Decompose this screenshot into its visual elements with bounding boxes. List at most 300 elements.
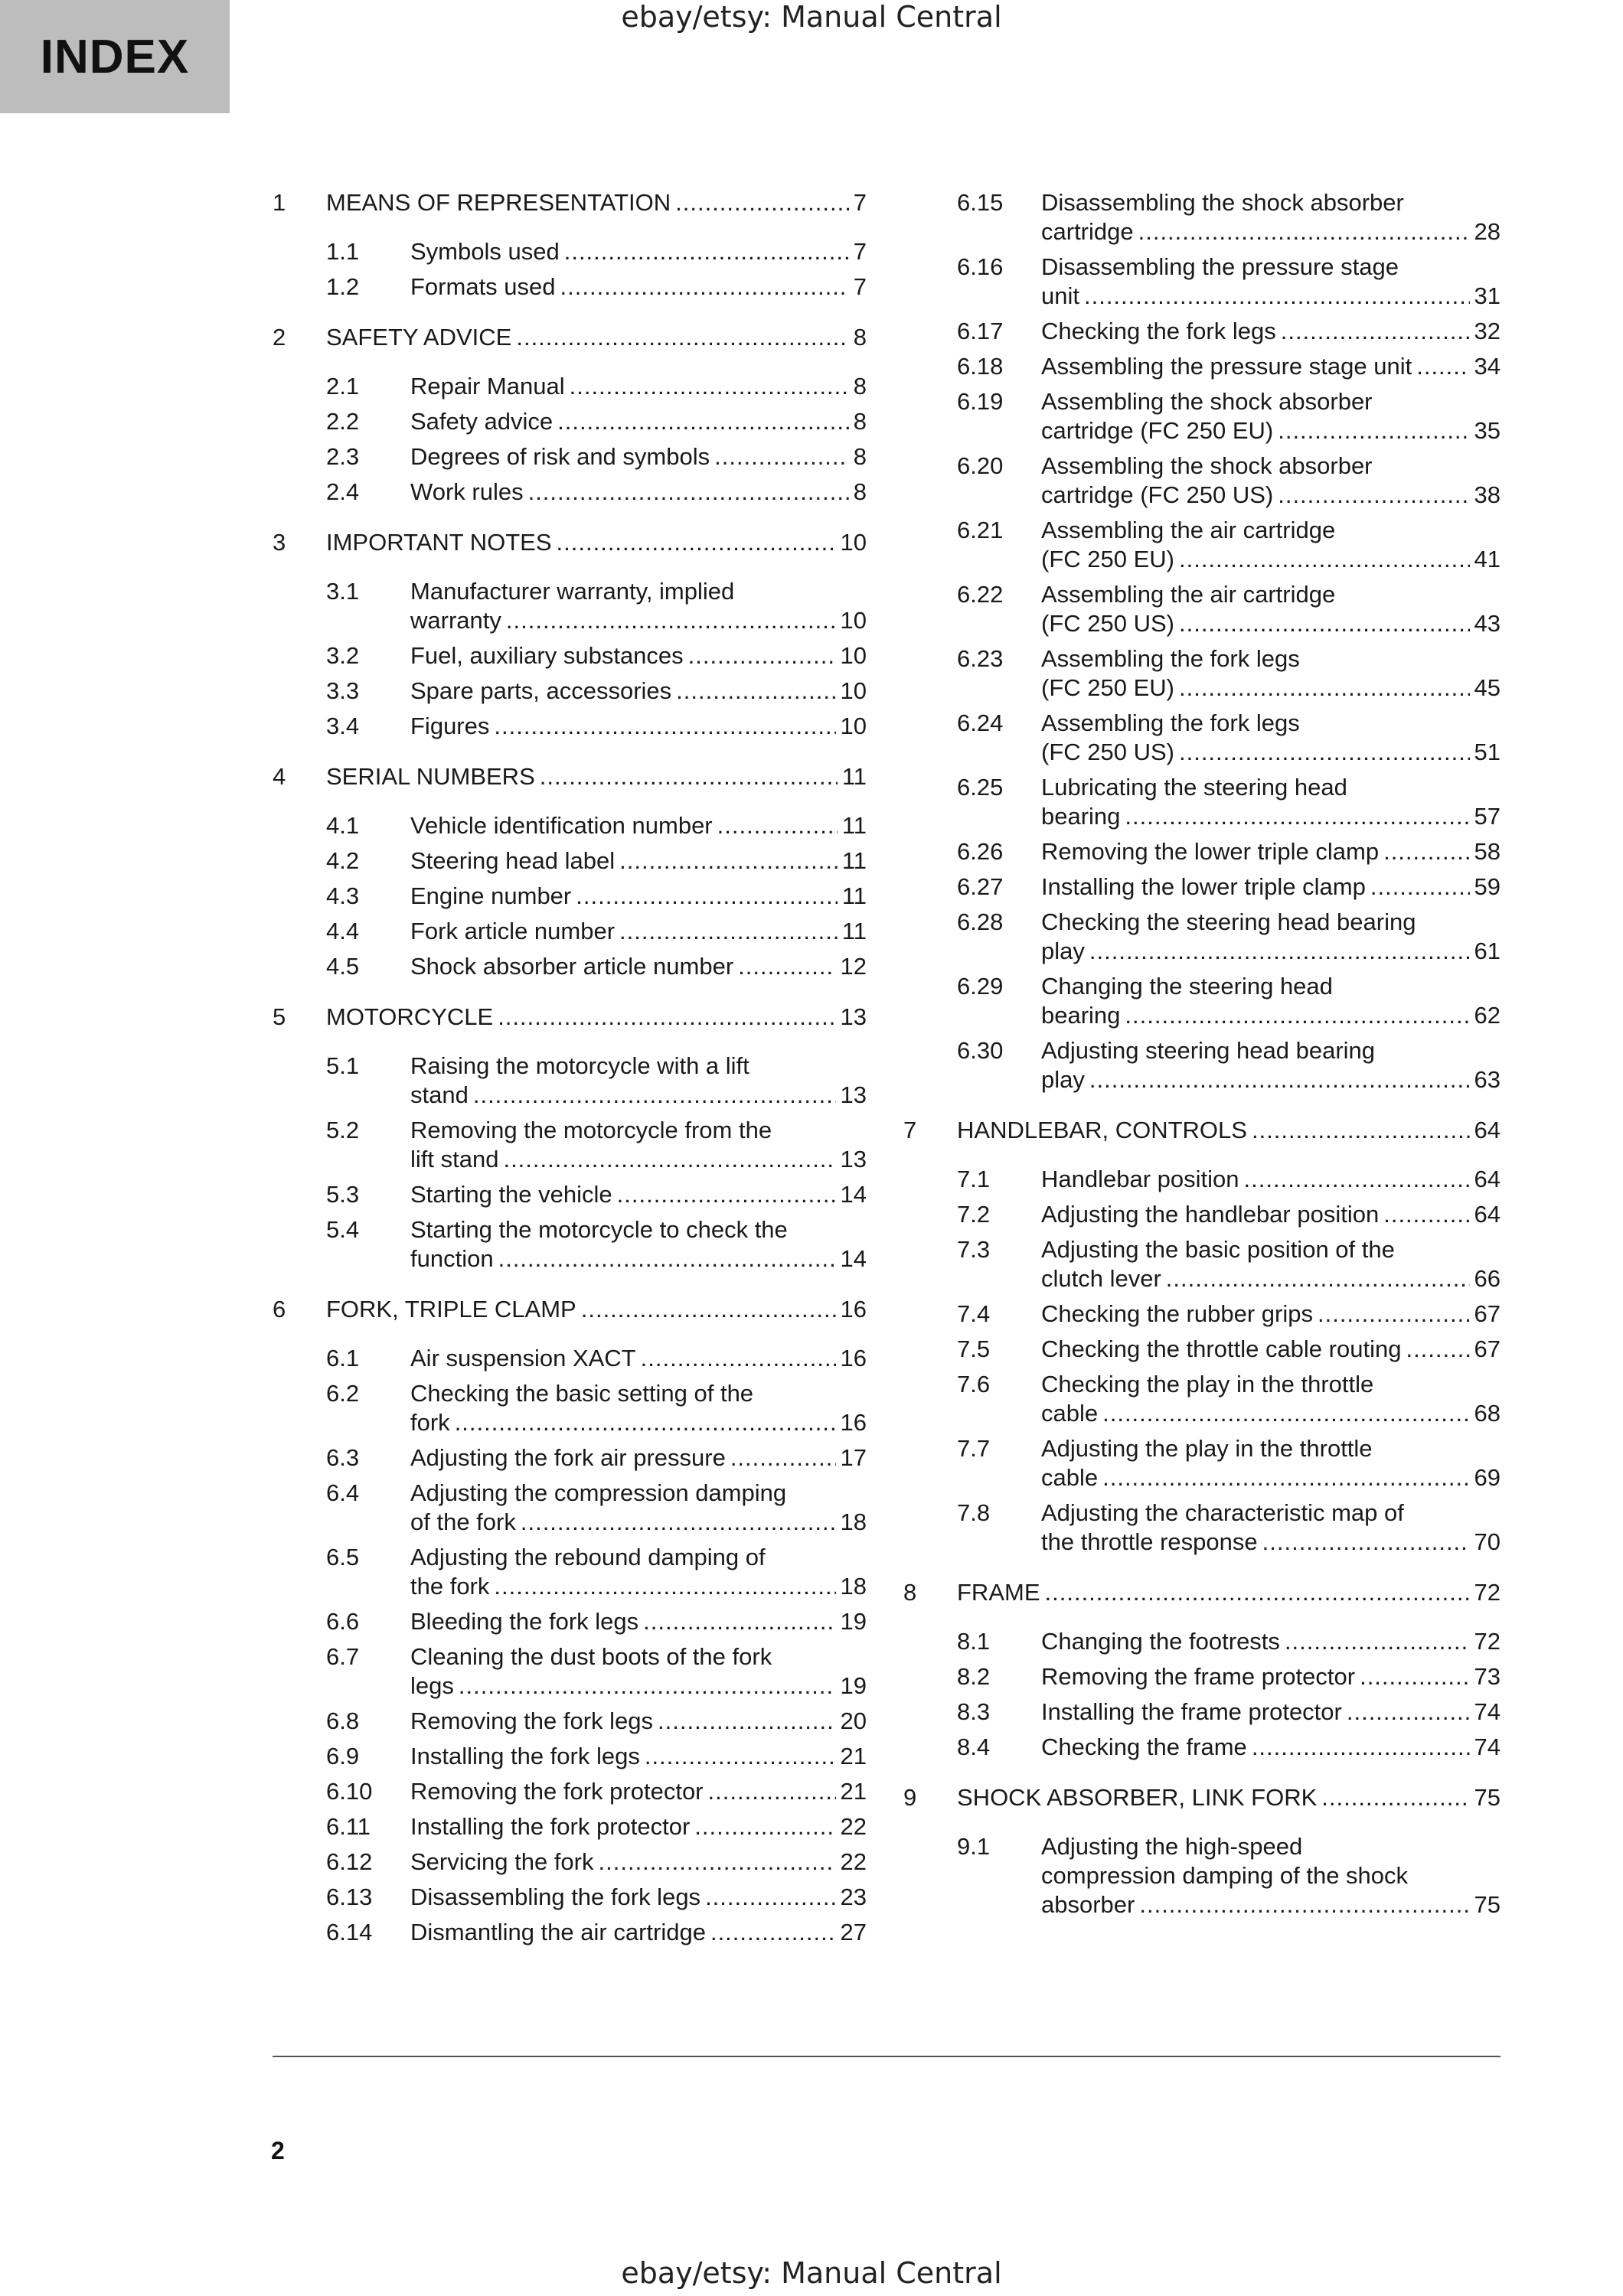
toc-title-line: Repair Manual bbox=[410, 373, 565, 400]
toc-title-line: SHOCK ABSORBER, LINK FORK bbox=[957, 1784, 1318, 1811]
toc-entry[interactable] bbox=[273, 952, 867, 981]
dot-leader bbox=[717, 811, 838, 840]
toc-page: 18 bbox=[840, 1508, 867, 1535]
dot-leader bbox=[506, 606, 836, 635]
toc-title-line: Steering head label bbox=[410, 847, 616, 874]
toc-chapter[interactable] bbox=[273, 188, 867, 217]
toc-page: 28 bbox=[1474, 218, 1501, 245]
toc-page: 72 bbox=[1474, 1579, 1501, 1606]
dot-leader bbox=[641, 1344, 836, 1373]
dot-leader bbox=[1125, 1001, 1469, 1030]
toc-page: 8 bbox=[853, 373, 867, 400]
dot-leader bbox=[1347, 1698, 1470, 1727]
toc-chapter[interactable] bbox=[903, 1783, 1501, 1812]
toc-number: 6.12 bbox=[326, 1848, 373, 1875]
toc-number: 3.4 bbox=[326, 713, 360, 739]
toc-page: 10 bbox=[840, 607, 867, 634]
toc-entry[interactable] bbox=[273, 1777, 867, 1806]
toc-entry[interactable] bbox=[273, 846, 867, 876]
toc-number: 6.6 bbox=[326, 1608, 360, 1635]
toc-entry[interactable] bbox=[273, 1215, 867, 1274]
toc-number: 6.18 bbox=[957, 353, 1004, 380]
toc-number: 7.2 bbox=[957, 1201, 991, 1228]
footer-divider bbox=[273, 2056, 1501, 2057]
toc-title-line: bearing bbox=[1041, 1002, 1121, 1029]
toc-entry[interactable] bbox=[903, 253, 1501, 311]
toc-number: 6.28 bbox=[957, 908, 1004, 935]
toc-entry[interactable] bbox=[273, 1642, 867, 1701]
toc-entry[interactable] bbox=[903, 872, 1501, 902]
dot-leader bbox=[473, 1081, 836, 1110]
toc-title-line: Dismantling the air cartridge bbox=[410, 1919, 706, 1945]
toc-page: 67 bbox=[1474, 1336, 1501, 1362]
dot-leader bbox=[643, 1607, 835, 1636]
toc-entry[interactable] bbox=[273, 1607, 867, 1636]
toc-number: 6 bbox=[273, 1296, 286, 1322]
page-number: 2 bbox=[271, 2137, 285, 2164]
toc-page: 32 bbox=[1474, 318, 1501, 344]
dot-leader bbox=[1244, 1165, 1470, 1194]
dot-leader bbox=[676, 677, 835, 706]
toc-entry[interactable] bbox=[903, 1200, 1501, 1229]
toc-page: 19 bbox=[840, 1672, 867, 1699]
toc-title-line: (FC 250 US) bbox=[1041, 610, 1174, 637]
toc-number: 7.1 bbox=[957, 1166, 991, 1192]
toc-page: 21 bbox=[840, 1778, 867, 1805]
watermark-bottom: ebay/etsy: Manual Central bbox=[621, 2256, 1002, 2290]
toc-number: 7.5 bbox=[957, 1336, 991, 1362]
toc-entry[interactable] bbox=[903, 773, 1501, 831]
toc-entry[interactable] bbox=[273, 641, 867, 670]
toc-title-line: Raising the motorcycle with a lift bbox=[410, 1052, 749, 1079]
toc-title-line: (FC 250 EU) bbox=[1041, 674, 1174, 701]
toc-page: 58 bbox=[1474, 838, 1501, 865]
toc-number: 3.2 bbox=[326, 642, 360, 669]
toc-page: 8 bbox=[853, 478, 867, 505]
toc-entry[interactable] bbox=[273, 1812, 867, 1841]
dot-leader bbox=[1406, 1335, 1469, 1364]
toc-number: 6.15 bbox=[957, 189, 1004, 216]
dot-leader bbox=[557, 407, 849, 436]
dot-leader bbox=[498, 1003, 835, 1032]
toc-entry[interactable] bbox=[273, 1180, 867, 1209]
toc-entry[interactable] bbox=[903, 1733, 1501, 1762]
toc-entry[interactable] bbox=[273, 1052, 867, 1110]
dot-leader bbox=[730, 1443, 836, 1473]
toc-number: 1 bbox=[273, 189, 286, 216]
toc-entry[interactable] bbox=[273, 1742, 867, 1771]
toc-title-line: Formats used bbox=[410, 273, 556, 300]
toc-number: 7.8 bbox=[957, 1499, 991, 1526]
toc-number: 4.5 bbox=[326, 953, 360, 980]
dot-leader bbox=[528, 478, 849, 507]
toc-title-line: Adjusting the high-speed bbox=[1041, 1833, 1303, 1860]
toc-number: 6.4 bbox=[326, 1479, 360, 1506]
toc-number: 5 bbox=[273, 1003, 286, 1030]
toc-title-line: play bbox=[1041, 938, 1085, 964]
toc-title-line: Assembling the shock absorber bbox=[1041, 452, 1373, 479]
toc-entry[interactable] bbox=[273, 811, 867, 840]
toc-title-line: Disassembling the fork legs bbox=[410, 1883, 701, 1910]
toc-number: 5.2 bbox=[326, 1117, 360, 1143]
toc-page: 10 bbox=[840, 642, 867, 669]
toc-number: 2.2 bbox=[326, 408, 360, 435]
toc-title-line: Checking the throttle cable routing bbox=[1041, 1336, 1402, 1362]
dot-leader bbox=[738, 952, 835, 981]
toc-entry[interactable] bbox=[903, 908, 1501, 966]
toc-number: 5.1 bbox=[326, 1052, 360, 1079]
toc-page: 7 bbox=[853, 238, 867, 265]
dot-leader bbox=[619, 917, 838, 946]
toc-title-line: Checking the basic setting of the bbox=[410, 1380, 754, 1407]
toc-entry[interactable] bbox=[903, 1370, 1501, 1428]
dot-leader bbox=[1138, 217, 1470, 246]
toc-page: 7 bbox=[853, 273, 867, 300]
toc-number: 6.3 bbox=[326, 1444, 360, 1471]
toc-title-line: Assembling the fork legs bbox=[1041, 709, 1300, 736]
toc-title-line: Checking the frame bbox=[1041, 1733, 1247, 1760]
toc-entry[interactable] bbox=[903, 188, 1501, 246]
toc-entry[interactable] bbox=[903, 1235, 1501, 1293]
dot-leader bbox=[710, 1918, 836, 1947]
toc-entry[interactable] bbox=[273, 1379, 867, 1437]
toc-number: 6.30 bbox=[957, 1037, 1004, 1064]
toc-title-line: Servicing the fork bbox=[410, 1848, 594, 1875]
dot-leader bbox=[619, 846, 838, 876]
toc-chapter[interactable] bbox=[273, 1295, 867, 1324]
index-tab-label: INDEX bbox=[40, 30, 190, 83]
toc-title-line: Starting the motorcycle to check the bbox=[410, 1216, 788, 1243]
toc-page: 11 bbox=[841, 847, 867, 874]
dot-leader bbox=[498, 1244, 836, 1274]
toc-page: 31 bbox=[1474, 282, 1501, 309]
toc-page: 69 bbox=[1474, 1464, 1501, 1491]
toc-entry[interactable] bbox=[903, 516, 1501, 574]
toc-number: 4.1 bbox=[326, 812, 360, 839]
toc-title-line: Manufacturer warranty, implied bbox=[410, 578, 735, 605]
dot-leader bbox=[1321, 1783, 1469, 1812]
dot-leader bbox=[1089, 937, 1470, 966]
toc-number: 6.22 bbox=[957, 581, 1004, 608]
toc-title-line: MEANS OF REPRESENTATION bbox=[326, 189, 671, 216]
toc-entry[interactable] bbox=[903, 1434, 1501, 1492]
toc-title-line: Removing the lower triple clamp bbox=[1041, 838, 1380, 865]
toc-title-line: Starting the vehicle bbox=[410, 1181, 612, 1208]
toc-number: 8 bbox=[903, 1579, 917, 1606]
toc-number: 6.10 bbox=[326, 1778, 373, 1805]
toc-title-line: Assembling the pressure stage unit bbox=[1041, 353, 1412, 380]
toc-number: 9.1 bbox=[957, 1833, 991, 1860]
toc-number: 6.25 bbox=[957, 774, 1004, 801]
toc-page: 75 bbox=[1474, 1891, 1501, 1918]
toc-page: 20 bbox=[840, 1707, 867, 1734]
toc-title-line: Checking the steering head bearing bbox=[1041, 908, 1416, 935]
toc-title-line: lift stand bbox=[410, 1146, 499, 1172]
toc-title-line: Assembling the air cartridge bbox=[1041, 581, 1336, 608]
toc-title-line: Fuel, auxiliary substances bbox=[410, 642, 684, 669]
toc-entry[interactable] bbox=[273, 917, 867, 946]
toc-page: 11 bbox=[841, 763, 867, 790]
toc-number: 6.2 bbox=[326, 1380, 360, 1407]
toc-entry[interactable] bbox=[273, 407, 867, 436]
dot-leader bbox=[516, 323, 848, 352]
toc-number: 6.9 bbox=[326, 1743, 360, 1769]
dot-leader bbox=[570, 372, 849, 401]
toc-entry[interactable] bbox=[273, 677, 867, 706]
dot-leader bbox=[455, 1408, 836, 1437]
toc-entry[interactable] bbox=[903, 1627, 1501, 1656]
toc-title-line: Checking the rubber grips bbox=[1041, 1300, 1313, 1327]
toc-page: 64 bbox=[1474, 1117, 1501, 1143]
toc-number: 8.1 bbox=[957, 1628, 991, 1655]
toc-number: 4.3 bbox=[326, 882, 360, 909]
toc-page: 22 bbox=[840, 1848, 867, 1875]
toc-title-line: Installing the frame protector bbox=[1041, 1698, 1342, 1725]
toc-title-line: Adjusting the compression damping bbox=[410, 1479, 787, 1506]
dot-leader bbox=[714, 442, 849, 471]
dot-leader bbox=[688, 641, 836, 670]
toc-entry[interactable] bbox=[903, 709, 1501, 767]
toc-title-line: Work rules bbox=[410, 478, 524, 505]
dot-leader bbox=[503, 1145, 835, 1174]
toc-chapter[interactable] bbox=[273, 323, 867, 352]
toc-entry[interactable] bbox=[273, 1848, 867, 1877]
dot-leader bbox=[708, 1777, 836, 1806]
toc-entry[interactable] bbox=[273, 272, 867, 302]
dot-leader bbox=[540, 762, 838, 791]
toc-page: 12 bbox=[840, 953, 867, 980]
toc-title-line: bearing bbox=[1041, 803, 1121, 830]
toc-title-line: Handlebar position bbox=[1041, 1166, 1239, 1192]
toc-entry[interactable] bbox=[273, 1918, 867, 1947]
toc-number: 6.21 bbox=[957, 517, 1004, 543]
toc-number: 6.20 bbox=[957, 452, 1004, 479]
toc-page: 64 bbox=[1474, 1201, 1501, 1228]
toc-page: 72 bbox=[1474, 1628, 1501, 1655]
toc-entry[interactable] bbox=[903, 1165, 1501, 1194]
toc-page: 45 bbox=[1474, 674, 1501, 701]
toc-title-line: FRAME bbox=[957, 1579, 1040, 1606]
toc-title-line: Vehicle identification number bbox=[410, 812, 713, 839]
toc-page: 8 bbox=[853, 443, 867, 470]
toc-entry[interactable] bbox=[273, 1479, 867, 1537]
toc-title-line: Disassembling the pressure stage bbox=[1041, 253, 1399, 280]
toc-number: 4.4 bbox=[326, 918, 360, 944]
dot-leader bbox=[1278, 481, 1469, 510]
toc-title-line: Fork article number bbox=[410, 918, 616, 944]
dot-leader bbox=[1252, 1733, 1470, 1762]
toc-title-line: (FC 250 US) bbox=[1041, 739, 1174, 765]
toc-title-line: Installing the fork protector bbox=[410, 1813, 691, 1840]
toc-number: 1.2 bbox=[326, 273, 360, 300]
toc-entry[interactable] bbox=[273, 1116, 867, 1174]
toc-title-line: Removing the motorcycle from the bbox=[410, 1117, 772, 1143]
toc-number: 6.24 bbox=[957, 709, 1004, 736]
toc-title-line: MOTORCYCLE bbox=[326, 1003, 494, 1030]
toc-title-line: Adjusting the characteristic map of bbox=[1041, 1499, 1404, 1526]
toc-chapter[interactable] bbox=[273, 1003, 867, 1032]
dot-leader bbox=[1179, 738, 1470, 767]
toc-title-line: Spare parts, accessories bbox=[410, 677, 672, 704]
dot-leader bbox=[1166, 1264, 1470, 1293]
toc-title-line: Adjusting the rebound damping of bbox=[410, 1544, 766, 1570]
toc-entry[interactable] bbox=[903, 1662, 1501, 1691]
toc-page: 34 bbox=[1474, 353, 1501, 380]
dot-leader bbox=[1179, 609, 1470, 638]
toc-title-line: cable bbox=[1041, 1400, 1099, 1427]
toc-entry[interactable] bbox=[273, 1883, 867, 1912]
toc-entry[interactable] bbox=[903, 317, 1501, 346]
toc-number: 6.16 bbox=[957, 253, 1004, 280]
toc-title-line: cartridge (FC 250 US) bbox=[1041, 481, 1274, 508]
toc-page: 43 bbox=[1474, 610, 1501, 637]
toc-number: 6.5 bbox=[326, 1544, 360, 1570]
toc-title-line: SAFETY ADVICE bbox=[326, 324, 512, 351]
toc-title-line: fork bbox=[410, 1409, 450, 1436]
toc-chapter[interactable] bbox=[273, 762, 867, 791]
dot-leader bbox=[494, 712, 835, 741]
toc-title-line: Adjusting the basic position of the bbox=[1041, 1236, 1395, 1263]
toc-title-line: of the fork bbox=[410, 1508, 516, 1535]
toc-entry[interactable] bbox=[903, 644, 1501, 703]
toc-page: 7 bbox=[853, 189, 867, 216]
toc-entry[interactable] bbox=[273, 372, 867, 401]
dot-leader bbox=[1125, 802, 1469, 831]
toc-title-line: the fork bbox=[410, 1573, 490, 1600]
toc-page: 27 bbox=[840, 1919, 867, 1945]
dot-leader bbox=[1278, 416, 1469, 445]
toc-title-line: Removing the fork legs bbox=[410, 1707, 654, 1734]
toc-page: 14 bbox=[840, 1245, 867, 1272]
toc-chapter[interactable] bbox=[903, 1578, 1501, 1607]
toc-entry[interactable] bbox=[903, 387, 1501, 445]
toc-entry[interactable] bbox=[903, 1698, 1501, 1727]
dot-leader bbox=[1416, 352, 1469, 381]
toc-entry[interactable] bbox=[903, 452, 1501, 510]
toc-entry[interactable] bbox=[903, 1300, 1501, 1329]
toc-title-line: Cleaning the dust boots of the fork bbox=[410, 1643, 772, 1670]
toc-number: 6.17 bbox=[957, 318, 1004, 344]
toc-number: 5.4 bbox=[326, 1216, 360, 1243]
toc-column-left bbox=[273, 188, 867, 1953]
toc-number: 7.6 bbox=[957, 1371, 991, 1397]
toc-title-line: Removing the frame protector bbox=[1041, 1663, 1356, 1690]
toc-title-line: cartridge (FC 250 EU) bbox=[1041, 417, 1274, 444]
toc-title-line: Figures bbox=[410, 713, 490, 739]
toc-entry[interactable] bbox=[903, 352, 1501, 381]
dot-leader bbox=[557, 528, 836, 557]
toc-page: 70 bbox=[1474, 1528, 1501, 1555]
toc-title-line: Changing the footrests bbox=[1041, 1628, 1280, 1655]
toc-entry[interactable] bbox=[273, 478, 867, 507]
toc-title-line: (FC 250 EU) bbox=[1041, 546, 1174, 572]
toc-title-line: Installing the lower triple clamp bbox=[1041, 873, 1366, 900]
toc-number: 6.14 bbox=[326, 1919, 373, 1945]
toc-number: 6.19 bbox=[957, 388, 1004, 415]
toc-page: 17 bbox=[840, 1444, 867, 1471]
dot-leader bbox=[576, 882, 838, 911]
toc-number: 6.7 bbox=[326, 1643, 360, 1670]
toc-title-line: Safety advice bbox=[410, 408, 554, 435]
toc-title-line: Lubricating the steering head bbox=[1041, 774, 1347, 801]
toc-entry[interactable] bbox=[273, 1707, 867, 1736]
toc-page: 63 bbox=[1474, 1066, 1501, 1093]
dot-leader bbox=[459, 1671, 836, 1701]
dot-leader bbox=[1370, 872, 1470, 902]
toc-title-line: Bleeding the fork legs bbox=[410, 1608, 639, 1635]
dot-leader bbox=[617, 1180, 836, 1209]
toc-entry[interactable] bbox=[903, 1335, 1501, 1364]
toc-chapter[interactable] bbox=[903, 1116, 1501, 1145]
dot-leader bbox=[1084, 282, 1470, 311]
toc-number: 6.1 bbox=[326, 1345, 360, 1371]
toc-entry[interactable] bbox=[903, 1832, 1501, 1919]
dot-leader bbox=[1383, 837, 1469, 866]
toc-page: 35 bbox=[1474, 417, 1501, 444]
toc-entry[interactable] bbox=[903, 972, 1501, 1030]
toc-entry[interactable] bbox=[903, 580, 1501, 638]
toc-page: 10 bbox=[840, 529, 867, 556]
dot-leader bbox=[521, 1508, 836, 1537]
toc-page: 16 bbox=[840, 1409, 867, 1436]
toc-page: 62 bbox=[1474, 1002, 1501, 1029]
toc-entry[interactable] bbox=[273, 1344, 867, 1373]
toc-column-right bbox=[903, 188, 1501, 1926]
toc-entry[interactable] bbox=[903, 837, 1501, 866]
toc-number: 6.11 bbox=[326, 1813, 371, 1840]
toc-entry[interactable] bbox=[273, 237, 867, 266]
dot-leader bbox=[599, 1848, 836, 1877]
toc-title-line: Air suspension XACT bbox=[410, 1345, 636, 1371]
toc-chapter[interactable] bbox=[273, 528, 867, 557]
toc-page: 16 bbox=[840, 1345, 867, 1371]
toc-title-line: Shock absorber article number bbox=[410, 953, 734, 980]
toc-page: 22 bbox=[840, 1813, 867, 1840]
toc-number: 4 bbox=[273, 763, 286, 790]
toc-title-line: absorber bbox=[1041, 1891, 1135, 1918]
toc-entry[interactable] bbox=[273, 882, 867, 911]
toc-entry[interactable] bbox=[273, 1543, 867, 1601]
toc-page: 8 bbox=[853, 408, 867, 435]
toc-entry[interactable] bbox=[903, 1036, 1501, 1094]
toc-page: 59 bbox=[1474, 873, 1501, 900]
toc-number: 8.2 bbox=[957, 1663, 991, 1690]
toc-page: 11 bbox=[841, 812, 867, 839]
watermark-top: ebay/etsy: Manual Central bbox=[621, 0, 1002, 34]
dot-leader bbox=[560, 272, 849, 302]
toc-page: 64 bbox=[1474, 1166, 1501, 1192]
toc-number: 6.23 bbox=[957, 645, 1004, 672]
dot-leader bbox=[581, 1295, 836, 1324]
dot-leader bbox=[1252, 1116, 1470, 1145]
toc-page: 73 bbox=[1474, 1663, 1501, 1690]
dot-leader bbox=[675, 188, 849, 217]
toc-title-line: warranty bbox=[410, 607, 501, 634]
toc-entry[interactable] bbox=[273, 577, 867, 635]
toc-page: 13 bbox=[840, 1081, 867, 1108]
toc-entry[interactable] bbox=[273, 712, 867, 741]
toc-title-line: cartridge bbox=[1041, 218, 1134, 245]
toc-title-line: legs bbox=[410, 1672, 454, 1699]
toc-number: 7 bbox=[903, 1117, 917, 1143]
toc-entry[interactable] bbox=[903, 1499, 1501, 1557]
toc-entry[interactable] bbox=[273, 442, 867, 471]
toc-number: 2.3 bbox=[326, 443, 360, 470]
toc-page: 68 bbox=[1474, 1400, 1501, 1427]
toc-page: 66 bbox=[1474, 1265, 1501, 1292]
dot-leader bbox=[1281, 317, 1470, 346]
toc-entry[interactable] bbox=[273, 1443, 867, 1473]
